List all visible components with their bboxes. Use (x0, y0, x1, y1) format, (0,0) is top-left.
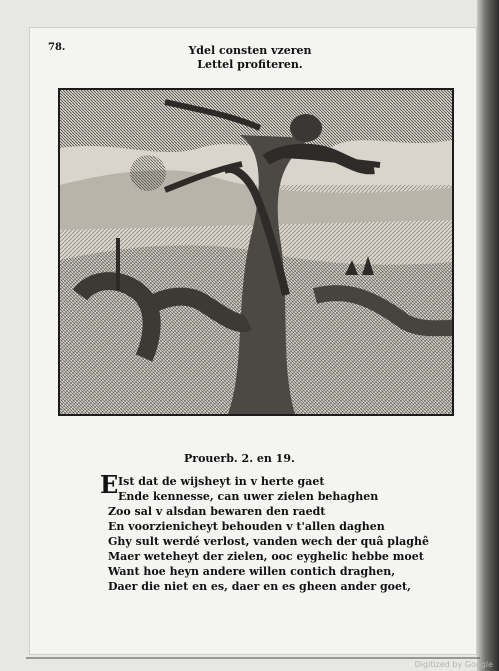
running-head (150, 44, 350, 72)
verse-line-6: Maer weteheyt der zielen, ooc eyghelic hebbe moet (108, 550, 424, 563)
verse-line-2: Ende kennesse, can uwer zielen behaghen (118, 490, 379, 503)
scripture-reference: Prouerb. 2. en 19. (184, 452, 295, 465)
verse-line-8: Daer die niet en es, daer en es gheen ander goet, (108, 580, 411, 593)
woodcut-illustration (60, 90, 452, 414)
page-bottom-edge (26, 657, 480, 659)
digitization-watermark: Digitized by Google (414, 660, 493, 669)
drop-cap: E (100, 470, 119, 499)
page-number: 78. (48, 42, 66, 53)
book-edge-shadow (477, 0, 499, 671)
woodcut-plate (58, 88, 454, 416)
verse-line-5: Ghy sult werdé verlost, vanden wech der quâ plaghê (108, 535, 429, 548)
verse-line-1: Ist dat de wijsheyt in v herte gaet (118, 475, 325, 488)
verse-line-7: Want hoe heyn andere willen contich draghen, (108, 565, 396, 578)
verse-line-3: Zoo sal v alsdan bewaren den raedt (108, 505, 326, 518)
verse-line-4: En voorzienicheyt behouden v t'allen daghen (108, 520, 385, 533)
woodcut-cat-head (290, 114, 322, 142)
woodcut-left-tree (130, 155, 166, 191)
woodcut-distant-post (116, 238, 120, 290)
verse-block (100, 470, 429, 594)
running-head-line-2: Lettel profiteren. (197, 58, 303, 71)
running-head-line-1: Ydel consten vzeren (188, 44, 312, 57)
